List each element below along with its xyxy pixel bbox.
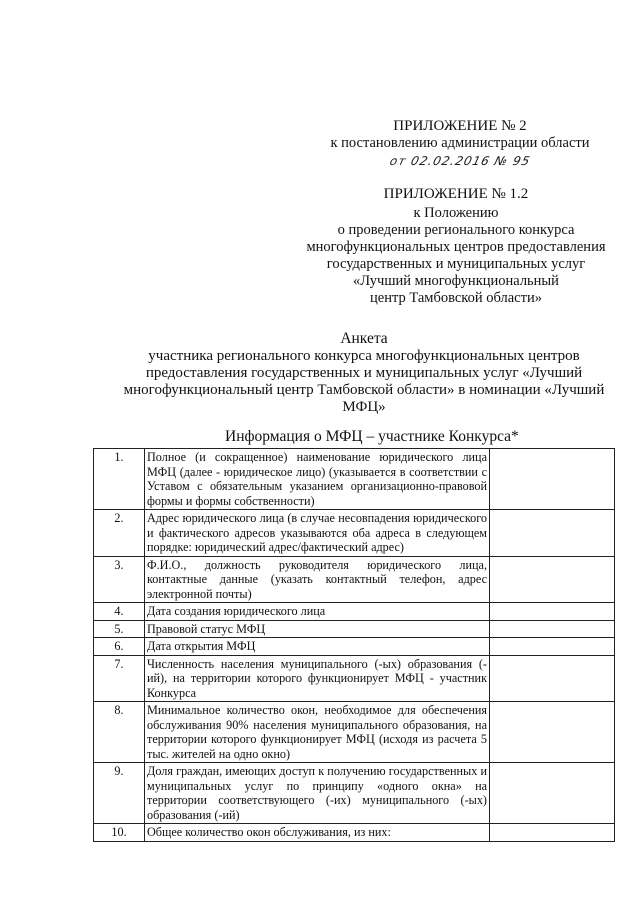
row-description: Доля граждан, имеющих доступ к получению государственных и муниципальных услуг по принципу «одного окна» на территории соответствующего (-их) муниципального (-ых) образования (-ий) — [145, 763, 490, 824]
row-value-cell[interactable] — [490, 620, 615, 638]
row-number: 1. — [94, 449, 145, 510]
row-value-cell[interactable] — [490, 655, 615, 702]
row-number: 3. — [94, 556, 145, 603]
appendix-1-2-line: центр Тамбовской области» — [370, 290, 542, 306]
table-row — [94, 763, 615, 824]
appendix-1-2-line: многофункциональных центров предоставления — [306, 239, 606, 255]
appendix-1-2-line: о проведении регионального конкурса — [337, 222, 575, 238]
row-number: 8. — [94, 702, 145, 763]
row-number: 2. — [94, 510, 145, 557]
questionnaire-title: Анкета — [340, 330, 388, 347]
questionnaire-line: участника регионального конкурса многофункциональных центров — [148, 348, 580, 364]
table-row — [94, 824, 615, 842]
row-value-cell[interactable] — [490, 702, 615, 763]
row-description: Полное (и сокращенное) наименование юридического лица МФЦ (далее - юридическое лицо) (указывается в соответствии с Уставом с обязательным указанием организационно-правовой формы и формы собственности) — [145, 449, 490, 510]
appendix-1-2-line: к Положению — [413, 205, 499, 221]
questionnaire-heading — [104, 330, 624, 416]
row-number: 5. — [94, 620, 145, 638]
table-row — [94, 449, 615, 510]
table-row — [94, 638, 615, 656]
appendix-1-2-line: государственных и муниципальных услуг — [326, 256, 586, 272]
row-value-cell[interactable] — [490, 449, 615, 510]
appendix-2-header — [300, 118, 620, 170]
questionnaire-line: предоставления государственных и муниципальных услуг «Лучший — [145, 365, 583, 381]
row-description: Правовой статус МФЦ — [145, 620, 490, 638]
row-number: 10. — [94, 824, 145, 842]
table-row — [94, 603, 615, 621]
appendix-1-2-title: ПРИЛОЖЕНИЕ № 1.2 — [383, 186, 529, 202]
questionnaire-table — [93, 448, 615, 842]
row-value-cell[interactable] — [490, 510, 615, 557]
table-row — [94, 620, 615, 638]
row-value-cell[interactable] — [490, 556, 615, 603]
row-description: Адрес юридического лица (в случае несовпадения юридического и фактического адресов указываются оба адреса в следующем порядке: юридический адрес/фактический адрес) — [145, 510, 490, 557]
row-value-cell[interactable] — [490, 603, 615, 621]
row-number: 6. — [94, 638, 145, 656]
row-description: Общее количество окон обслуживания, из них: — [145, 824, 490, 842]
appendix-2-title: ПРИЛОЖЕНИЕ № 2 — [393, 118, 527, 134]
row-description: Ф.И.О., должность руководителя юридического лица, контактные данные (указать контактный телефон, адрес электронной почты) — [145, 556, 490, 603]
table-row — [94, 702, 615, 763]
questionnaire-line: МФЦ» — [342, 399, 386, 415]
row-value-cell[interactable] — [490, 824, 615, 842]
handwritten-date-number: от 02.02.2016 № 95 — [388, 154, 532, 168]
row-description: Численность населения муниципального (-ых) образования (-ий), на территории которого функционирует МФЦ - участник Конкурса — [145, 655, 490, 702]
row-value-cell[interactable] — [490, 638, 615, 656]
appendix-1-2-line: «Лучший многофункциональный — [353, 273, 559, 289]
appendix-2-subtitle: к постановлению администрации области — [330, 135, 590, 151]
table-row — [94, 510, 615, 557]
row-number: 7. — [94, 655, 145, 702]
appendix-1-2-header — [282, 186, 630, 307]
row-description: Дата открытия МФЦ — [145, 638, 490, 656]
row-description: Дата создания юридического лица — [145, 603, 490, 621]
row-description: Минимальное количество окон, необходимое для обеспечения обслуживания 90% населения муниципального образования, на территории которого функционирует МФЦ (исходя из расчета 5 тыс. жителей на одно окно) — [145, 702, 490, 763]
row-value-cell[interactable] — [490, 763, 615, 824]
questionnaire-line: многофункциональный центр Тамбовской области» в номинации «Лучший — [123, 382, 605, 398]
table-row — [94, 556, 615, 603]
row-number: 9. — [94, 763, 145, 824]
table-row — [94, 655, 615, 702]
row-number: 4. — [94, 603, 145, 621]
info-section-title: Информация о МФЦ – участнике Конкурса* — [225, 428, 519, 445]
